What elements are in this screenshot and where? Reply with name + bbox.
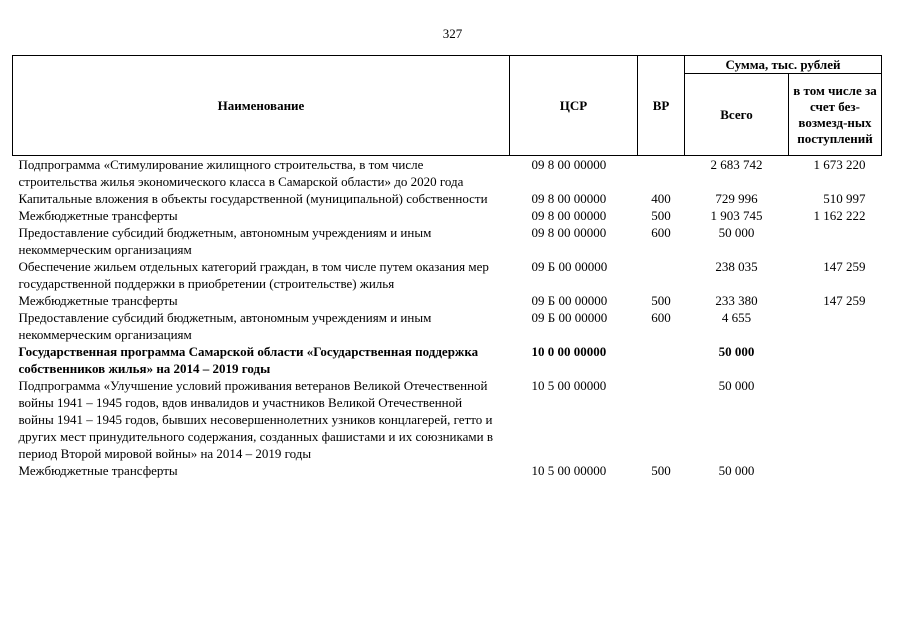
row-name: Межбюджетные трансферты	[18, 463, 178, 478]
row-csr: 09 8 00 00000	[531, 225, 607, 240]
row-grant	[789, 343, 882, 377]
row-grant: 147 259	[823, 293, 866, 308]
row-csr: 10 5 00 00000	[531, 463, 607, 478]
row-vr: 500	[651, 293, 671, 308]
table-body	[13, 156, 882, 480]
row-name: Межбюджетные трансферты	[18, 293, 178, 308]
table-row	[13, 258, 882, 292]
row-vr	[638, 156, 685, 191]
table-row	[13, 377, 882, 462]
table-row	[13, 156, 882, 191]
row-csr: 10 0 00 00000	[531, 344, 607, 359]
header-vr: ВР	[638, 56, 685, 156]
table-row	[13, 207, 882, 224]
row-name: Капитальные вложения в объекты государственной (муниципальной) собственности	[18, 191, 488, 206]
header-amount: Сумма, тыс. рублей	[685, 56, 882, 74]
row-name: Предоставление субсидий бюджетным, автономным учреждениям и иным некоммерческим организациям	[18, 310, 432, 342]
row-csr: 09 Б 00 00000	[531, 293, 608, 308]
row-csr: 09 Б 00 00000	[531, 310, 608, 325]
table-row	[13, 292, 882, 309]
row-vr	[638, 258, 685, 292]
row-name: Предоставление субсидий бюджетным, автономным учреждениям и иным некоммерческим организациям	[18, 225, 432, 257]
row-total: 50 000	[718, 225, 755, 240]
row-total: 238 035	[715, 259, 758, 274]
row-vr	[638, 377, 685, 462]
row-csr: 09 8 00 00000	[531, 157, 607, 172]
row-total: 729 996	[715, 191, 758, 206]
row-total: 50 000	[718, 344, 755, 359]
row-total: 1 903 745	[710, 208, 763, 223]
row-vr: 600	[651, 310, 671, 325]
table-row	[13, 190, 882, 207]
header-total: Всего	[685, 74, 789, 156]
table-header	[13, 56, 882, 156]
row-vr: 400	[651, 191, 671, 206]
row-csr: 10 5 00 00000	[531, 378, 607, 393]
row-csr: 09 8 00 00000	[531, 208, 607, 223]
table-row	[13, 462, 882, 479]
row-total: 2 683 742	[710, 157, 763, 172]
row-grant: 147 259	[823, 259, 866, 274]
table-row	[13, 343, 882, 377]
row-vr: 500	[651, 208, 671, 223]
row-grant	[789, 462, 882, 479]
budget-table	[12, 55, 882, 479]
table-row	[13, 224, 882, 258]
header-name: Наименование	[13, 56, 510, 156]
row-grant	[789, 377, 882, 462]
row-total: 50 000	[718, 378, 755, 393]
row-grant	[789, 309, 882, 343]
row-name: Обеспечение жильем отдельных категорий граждан, в том числе путем оказания мер государственной поддержки в приобретении (строительстве) жилья	[18, 259, 489, 291]
row-grant: 510 997	[823, 191, 866, 206]
header-csr: ЦСР	[510, 56, 638, 156]
row-total: 50 000	[718, 463, 755, 478]
row-grant: 1 673 220	[813, 157, 866, 172]
row-name: Межбюджетные трансферты	[18, 208, 178, 223]
row-name: Подпрограмма «Улучшение условий проживания ветеранов Великой Отечественной войны 1941 – 1945 годов, вдов инвалидов и участников Великой Отечественной войны 1941 – 1945 годов, бывших несовершеннолетних узников концлагерей, гетто и других мест принудительного содержания, созданных фашистами и их союзниками в период Второй мировой войны» на 2014 – 2019 годы	[18, 378, 493, 461]
row-csr: 09 8 00 00000	[531, 191, 607, 206]
row-total: 233 380	[715, 293, 758, 308]
table-row	[13, 309, 882, 343]
row-grant: 1 162 222	[813, 208, 866, 223]
row-vr: 600	[651, 225, 671, 240]
header-grant: в том числе за счет без-возмезд-ных поступлений	[789, 74, 882, 156]
row-vr	[638, 343, 685, 377]
row-name: Подпрограмма «Стимулирование жилищного строительства, в том числе строительства жилья экономического класса в Самарской области» до 2020 года	[18, 157, 464, 189]
row-csr: 09 Б 00 00000	[531, 259, 608, 274]
row-total: 4 655	[721, 310, 752, 325]
row-grant	[789, 224, 882, 258]
row-vr: 500	[651, 463, 671, 478]
page-number: 327	[442, 26, 463, 41]
row-name: Государственная программа Самарской области «Государственная поддержка собственников жилья» на 2014 – 2019 годы	[18, 344, 479, 376]
